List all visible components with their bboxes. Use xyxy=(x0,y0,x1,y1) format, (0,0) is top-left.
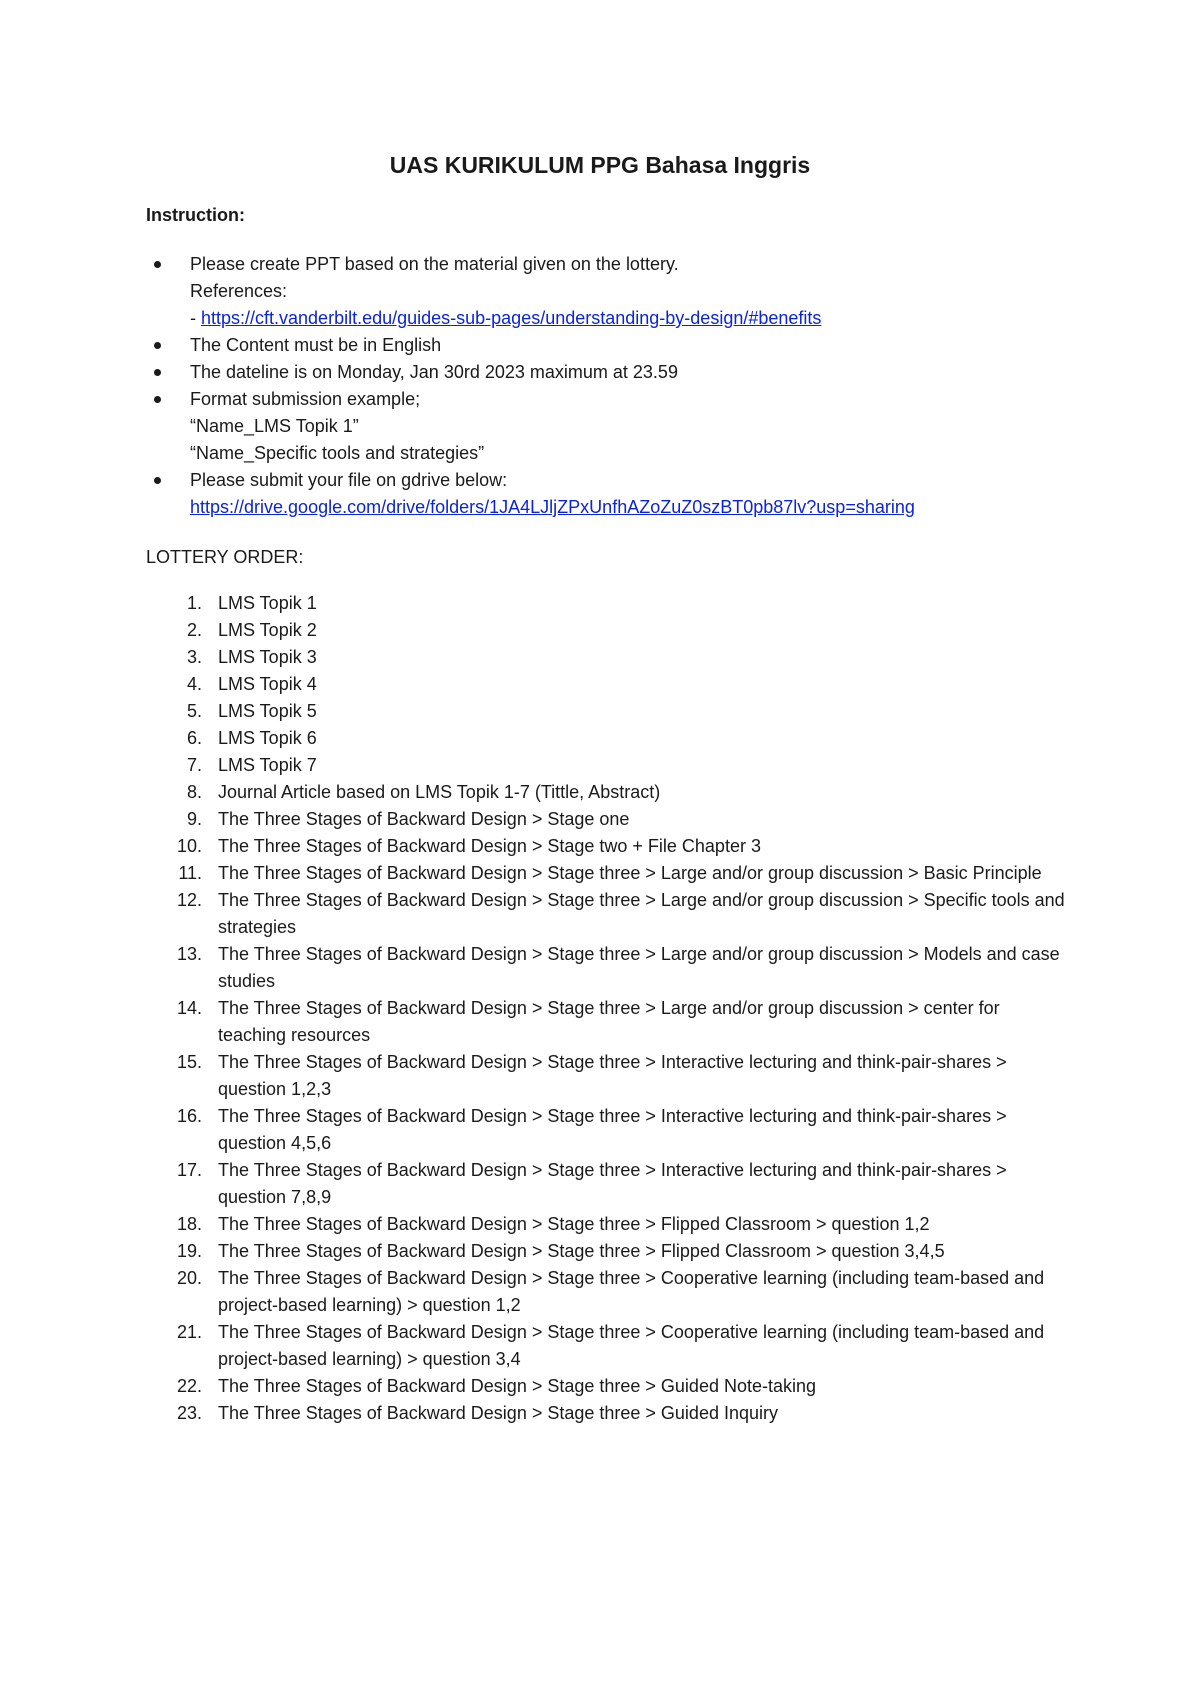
lottery-item-number: 21. xyxy=(176,1322,202,1342)
lottery-item xyxy=(146,779,1066,806)
lottery-item xyxy=(146,1211,1066,1238)
lottery-item xyxy=(146,1238,1066,1265)
lottery-item-text: The Three Stages of Backward Design > Stage three > Large and/or group discussion > center for teaching resources xyxy=(218,998,1000,1045)
format-example: “Name_Specific tools and strategies” xyxy=(190,443,485,463)
lottery-item xyxy=(146,590,1066,617)
lottery-item-text: The Three Stages of Backward Design > Stage three > Interactive lecturing and think-pair-shares > question 7,8,9 xyxy=(218,1160,1007,1207)
lottery-item-number: 8. xyxy=(186,782,202,802)
lottery-item-number: 12. xyxy=(176,890,202,910)
instruction-text: Please submit your file on gdrive below: xyxy=(190,470,508,490)
lottery-item-text: LMS Topik 2 xyxy=(218,620,317,640)
lottery-item xyxy=(146,725,1066,752)
format-example: “Name_LMS Topik 1” xyxy=(190,416,359,436)
lottery-item-text: Journal Article based on LMS Topik 1-7 (Tittle, Abstract) xyxy=(218,782,661,802)
instruction-item xyxy=(146,332,1046,359)
lottery-item-number: 7. xyxy=(186,755,202,775)
lottery-item-number: 19. xyxy=(176,1241,202,1261)
lottery-item-number: 23. xyxy=(176,1403,202,1423)
lottery-item-text: The Three Stages of Backward Design > Stage one xyxy=(218,809,630,829)
lottery-item-number: 17. xyxy=(176,1160,202,1180)
lottery-item-number: 1. xyxy=(186,593,202,613)
lottery-item-text: The Three Stages of Backward Design > Stage three > Cooperative learning (including team-based and project-based learning) > question 1,2 xyxy=(218,1268,1045,1315)
lottery-item-number: 2. xyxy=(186,620,202,640)
lottery-item-number: 10. xyxy=(176,836,202,856)
gdrive-line xyxy=(190,494,1046,521)
instruction-text: The Content must be in English xyxy=(190,335,442,355)
lottery-item xyxy=(146,1049,1066,1103)
lottery-item-number: 3. xyxy=(186,647,202,667)
lottery-item-number: 4. xyxy=(186,674,202,694)
lottery-item xyxy=(146,833,1066,860)
lottery-item xyxy=(146,752,1066,779)
lottery-item-text: The Three Stages of Backward Design > Stage three > Guided Note-taking xyxy=(218,1376,817,1396)
lottery-item-number: 9. xyxy=(186,809,202,829)
lottery-item xyxy=(146,941,1066,995)
lottery-heading: LOTTERY ORDER: xyxy=(146,547,304,567)
bullet-icon xyxy=(154,261,161,268)
lottery-item-text: LMS Topik 7 xyxy=(218,755,317,775)
lottery-item xyxy=(146,806,1066,833)
lottery-item xyxy=(146,1400,1066,1427)
instruction-text: Format submission example; xyxy=(190,389,421,409)
lottery-item-text: The Three Stages of Backward Design > Stage three > Interactive lecturing and think-pair-shares > question 4,5,6 xyxy=(218,1106,1007,1153)
lottery-item xyxy=(146,1103,1066,1157)
lottery-item-text: The Three Stages of Backward Design > Stage three > Large and/or group discussion > Basic Principle xyxy=(218,863,1042,883)
lottery-item-text: LMS Topik 1 xyxy=(218,593,317,613)
lottery-item xyxy=(146,1319,1066,1373)
lottery-item-number: 6. xyxy=(186,728,202,748)
bullet-icon xyxy=(154,477,161,484)
bullet-icon xyxy=(154,369,161,376)
lottery-item xyxy=(146,1373,1066,1400)
instruction-text: Please create PPT based on the material given on the lottery. xyxy=(190,254,679,274)
lottery-item-number: 16. xyxy=(176,1106,202,1126)
lottery-item-text: The Three Stages of Backward Design > Stage three > Large and/or group discussion > Specific tools and strategies xyxy=(218,890,1065,937)
lottery-item-text: LMS Topik 4 xyxy=(218,674,317,694)
instruction-text: The dateline is on Monday, Jan 30rd 2023 maximum at 23.59 xyxy=(190,362,678,382)
lottery-item-text: The Three Stages of Backward Design > Stage three > Large and/or group discussion > Models and case studies xyxy=(218,944,1060,991)
lottery-item xyxy=(146,860,1066,887)
lottery-item-number: 13. xyxy=(176,944,202,964)
reference-line xyxy=(190,305,1046,332)
bullet-icon xyxy=(154,342,161,349)
page-title: UAS KURIKULUM PPG Bahasa Inggris xyxy=(389,152,811,178)
lottery-item xyxy=(146,698,1066,725)
lottery-item xyxy=(146,995,1066,1049)
reference-prefix: - xyxy=(190,308,201,328)
lottery-item-text: The Three Stages of Backward Design > Stage three > Cooperative learning (including team-based and project-based learning) > question 3,4 xyxy=(218,1322,1045,1369)
instruction-item xyxy=(146,359,1046,386)
lottery-item-text: The Three Stages of Backward Design > Stage three > Flipped Classroom > question 3,4,5 xyxy=(218,1241,945,1261)
lottery-item xyxy=(146,671,1066,698)
reference-link[interactable]: https://cft.vanderbilt.edu/guides-sub-pages/understanding-by-design/#benefits xyxy=(201,308,822,328)
lottery-item-text: LMS Topik 6 xyxy=(218,728,317,748)
lottery-item-text: The Three Stages of Backward Design > Stage three > Guided Inquiry xyxy=(218,1403,778,1423)
instruction-list xyxy=(146,251,1046,521)
lottery-item xyxy=(146,644,1066,671)
lottery-item-text: LMS Topik 3 xyxy=(218,647,317,667)
bullet-icon xyxy=(154,396,161,403)
lottery-item-number: 11. xyxy=(178,863,202,883)
lottery-item-number: 5. xyxy=(186,701,202,721)
lottery-item xyxy=(146,1265,1066,1319)
instruction-heading: Instruction: xyxy=(146,205,245,225)
lottery-item-number: 18. xyxy=(176,1214,202,1234)
lottery-item xyxy=(146,617,1066,644)
lottery-item-text: The Three Stages of Backward Design > Stage three > Interactive lecturing and think-pair-shares > question 1,2,3 xyxy=(218,1052,1007,1099)
lottery-item-text: The Three Stages of Backward Design > Stage two + File Chapter 3 xyxy=(218,836,761,856)
lottery-item-number: 20. xyxy=(176,1268,202,1288)
references-label: References: xyxy=(190,281,288,301)
instruction-item xyxy=(146,386,1046,467)
lottery-item-text: The Three Stages of Backward Design > Stage three > Flipped Classroom > question 1,2 xyxy=(218,1214,930,1234)
instruction-item xyxy=(146,467,1046,521)
lottery-item-text: LMS Topik 5 xyxy=(218,701,317,721)
lottery-item xyxy=(146,1157,1066,1211)
lottery-item-number: 22. xyxy=(176,1376,202,1396)
instruction-item xyxy=(146,251,1046,332)
gdrive-link[interactable]: https://drive.google.com/drive/folders/1JA4LJljZPxUnfhAZoZuZ0szBT0pb87lv?usp=sharing xyxy=(190,497,915,517)
lottery-item xyxy=(146,887,1066,941)
lottery-list xyxy=(146,590,1066,1427)
lottery-item-number: 14. xyxy=(176,998,202,1018)
lottery-item-number: 15. xyxy=(176,1052,202,1072)
